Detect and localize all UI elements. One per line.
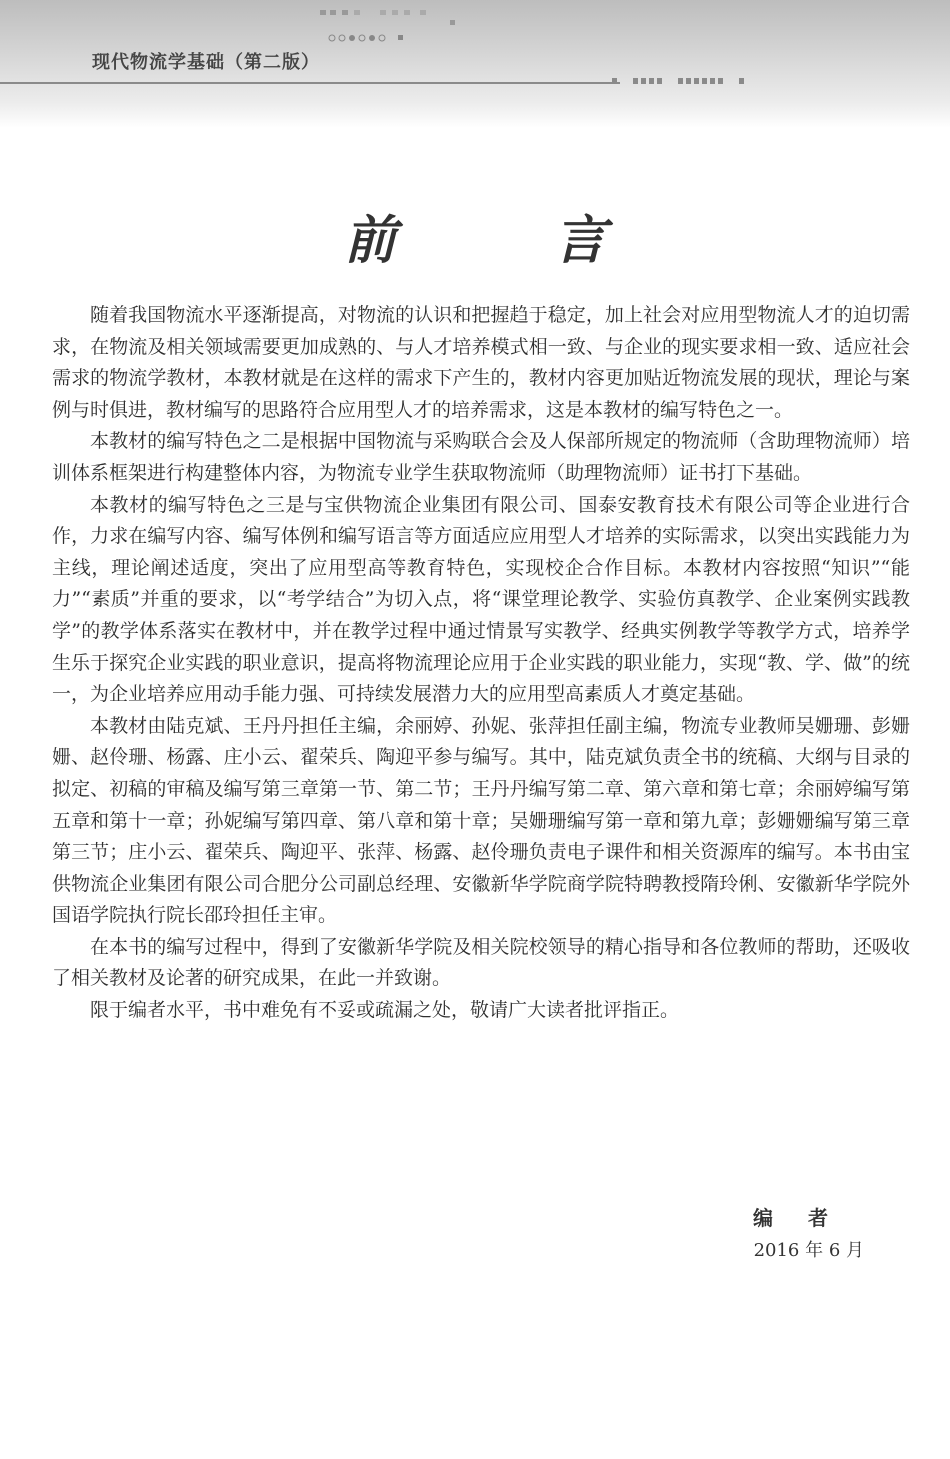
date: 2016 年 6 月	[753, 1240, 864, 1261]
preface-body	[52, 300, 910, 1027]
paragraph: 本教材的编写特色之二是根据中国物流与采购联合会及人保部所规定的物流师（含助理物流师）培训体系框架进行构建整体内容，为物流专业学生获取物流师（助理物流师）证书打下基础。	[52, 430, 910, 484]
paragraph: 本教材的编写特色之三是与宝供物流企业集团有限公司、国泰安教育技术有限公司等企业进行合作，力求在编写内容、编写体例和编写语言等方面适应应用型人才培养的实际需求，以突出实践能力为主线，理论阐述适度，突出了应用型高等教育特色，实现校企合作目标。本教材内容按照“知识”“能力”“素质”并重的要求，以“考学结合”为切入点，将“课堂理论教学、实验仿真教学、企业案例实践教学”的教学体系落实在教材中，并在教学过程中通过情景写实教学、经典实例教学等教学方式，培养学生乐于探究企业实践的职业意识，提高将物流理论应用于企业实践的职业能力，实现“教、学、做”的统一，为企业培养应用动手能力强、可持续发展潜力大的应用型高素质人才奠定基础。	[52, 493, 910, 706]
running-header-book-title: 现代物流学基础（第二版）	[92, 52, 320, 73]
paragraph: 本教材由陆克斌、王丹丹担任主编，余丽婷、孙妮、张萍担任副主编，物流专业教师吴姗珊、彭姗姗、赵伶珊、杨露、庄小云、翟荣兵、陶迎平参与编写。其中，陆克斌负责全书的统稿、大纲与目录的拟定、初稿的审稿及编写第三章第一节、第二节；王丹丹编写第二章、第六章和第七章；余丽婷编写第五章和第十一章；孙妮编写第四章、第八章和第十章；吴姗珊编写第一章和第九章；彭姗姗编写第三章第三节；庄小云、翟荣兵、陶迎平、张萍、杨露、赵伶珊负责电子课件和相关资源库的编写。本书由宝供物流企业集团有限公司合肥分公司副总经理、安徽新华学院商学院特聘教授隋玲俐、安徽新华学院外国语学院执行院长邵玲担任主审。	[52, 714, 910, 927]
header-rule-decoration	[612, 78, 747, 88]
paragraph: 在本书的编写过程中，得到了安徽新华学院及相关院校领导的精心指导和各位教师的帮助，还吸收了相关教材及论著的研究成果，在此一并致谢。	[52, 935, 910, 990]
decorative-dots	[320, 6, 460, 46]
page-header	[0, 0, 950, 128]
paragraph: 随着我国物流水平逐渐提高，对物流的认识和把握趋于稳定，加上社会对应用型物流人才的迫切需求，在物流及相关领域需要更加成熟的、与人才培养模式相一致、与企业的现实要求相一致、适应社会需求的物流学教材，本教材就是在这样的需求下产生的，教材内容更加贴近物流发展的现状，理论与案例与时俱进，教材编写的思路符合应用型人才的培养需求，这是本教材的编写特色之一。	[52, 304, 910, 421]
author-signature: 编 者	[753, 1206, 842, 1230]
paragraph: 限于编者水平，书中难免有不妥或疏漏之处，敬请广大读者批评指正。	[90, 999, 680, 1022]
header-rule	[0, 82, 620, 84]
preface-title: 前 言	[343, 210, 677, 271]
